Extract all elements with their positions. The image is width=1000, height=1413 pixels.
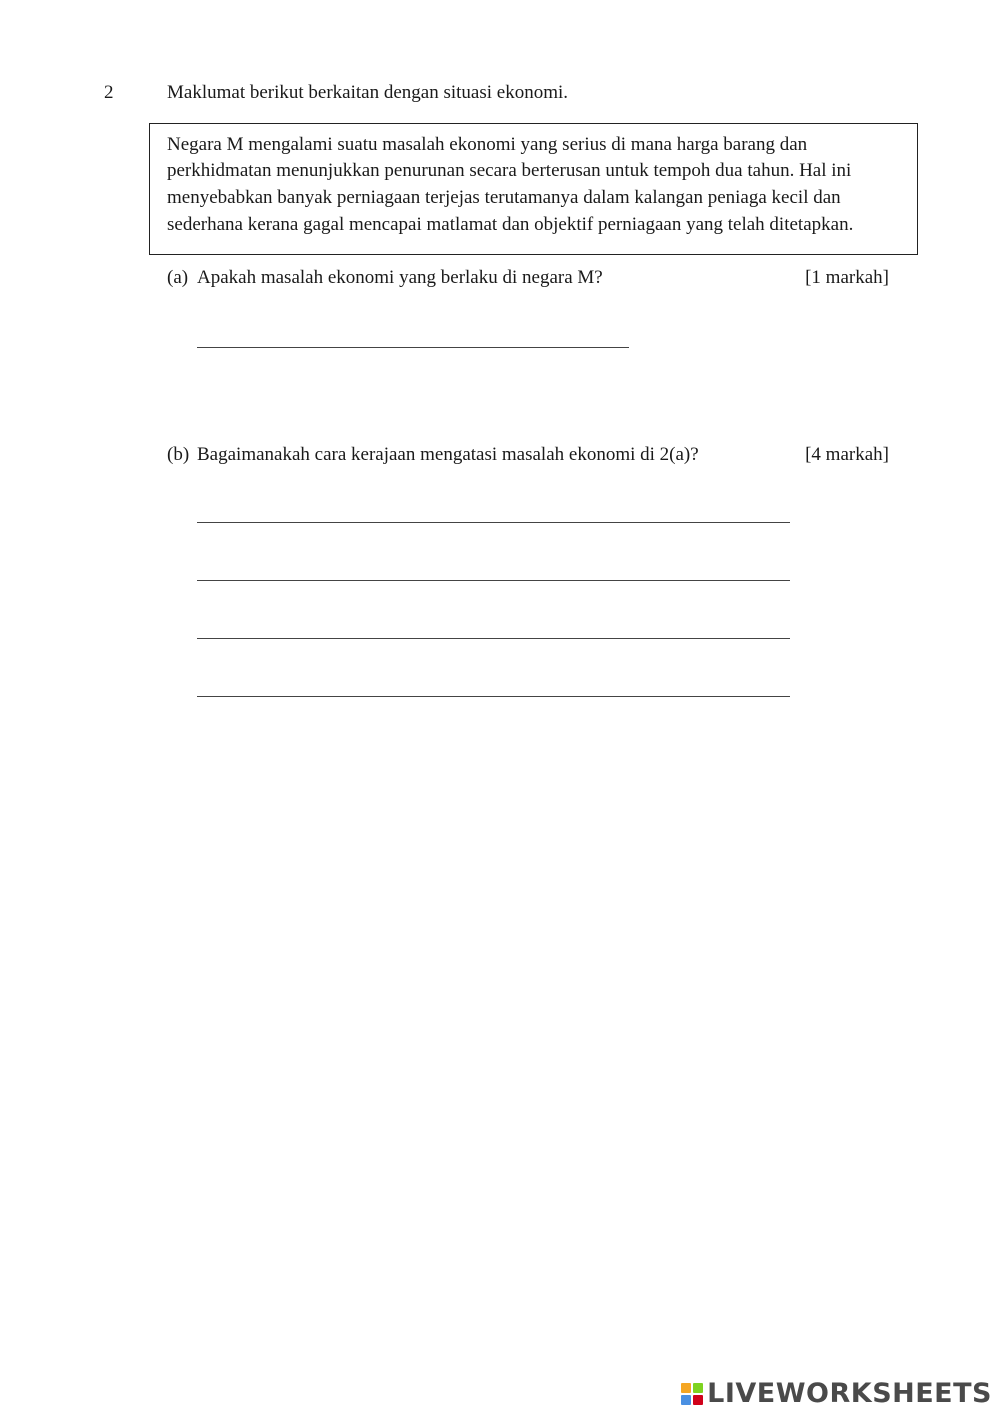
part-b-marks: [4 markah] bbox=[805, 444, 889, 465]
logo-square-3 bbox=[681, 1395, 691, 1405]
logo-square-4 bbox=[693, 1395, 703, 1405]
part-b-answer-line-1[interactable] bbox=[197, 522, 790, 523]
info-line: menyebabkan banyak perniagaan terjejas terutamanya dalam kalangan peniaga kecil dan bbox=[167, 187, 841, 208]
part-b-answer-line-2[interactable] bbox=[197, 580, 790, 581]
part-a-question: Apakah masalah ekonomi yang berlaku di negara M? bbox=[197, 267, 603, 288]
part-b-question: Bagaimanakah cara kerajaan mengatasi masalah ekonomi di 2(a)? bbox=[197, 444, 699, 465]
info-line: Negara M mengalami suatu masalah ekonomi yang serius di mana harga barang dan bbox=[167, 134, 808, 155]
liveworksheets-logo bbox=[681, 1378, 992, 1409]
part-b-answer-line-3[interactable] bbox=[197, 638, 790, 639]
logo-square-1 bbox=[681, 1383, 691, 1393]
logo-square-2 bbox=[693, 1383, 703, 1393]
part-a-marks: [1 markah] bbox=[805, 267, 889, 288]
question-number: 2 bbox=[104, 82, 114, 103]
info-line: perkhidmatan menunjukkan penurunan secara berterusan untuk tempoh dua tahun. Hal ini bbox=[167, 160, 852, 181]
liveworksheets-logo-icon bbox=[681, 1383, 703, 1405]
liveworksheets-logo-text: LIVEWORKSHEETS bbox=[707, 1378, 992, 1409]
info-line: sederhana kerana gagal mencapai matlamat dan objektif perniagaan yang telah ditetapkan. bbox=[167, 214, 854, 235]
part-a-answer-line[interactable] bbox=[197, 347, 629, 348]
question-intro: Maklumat berikut berkaitan dengan situasi ekonomi. bbox=[167, 82, 569, 103]
part-b-answer-line-4[interactable] bbox=[197, 696, 790, 697]
part-b-label: (b) bbox=[167, 444, 190, 465]
part-a-label: (a) bbox=[167, 267, 189, 288]
